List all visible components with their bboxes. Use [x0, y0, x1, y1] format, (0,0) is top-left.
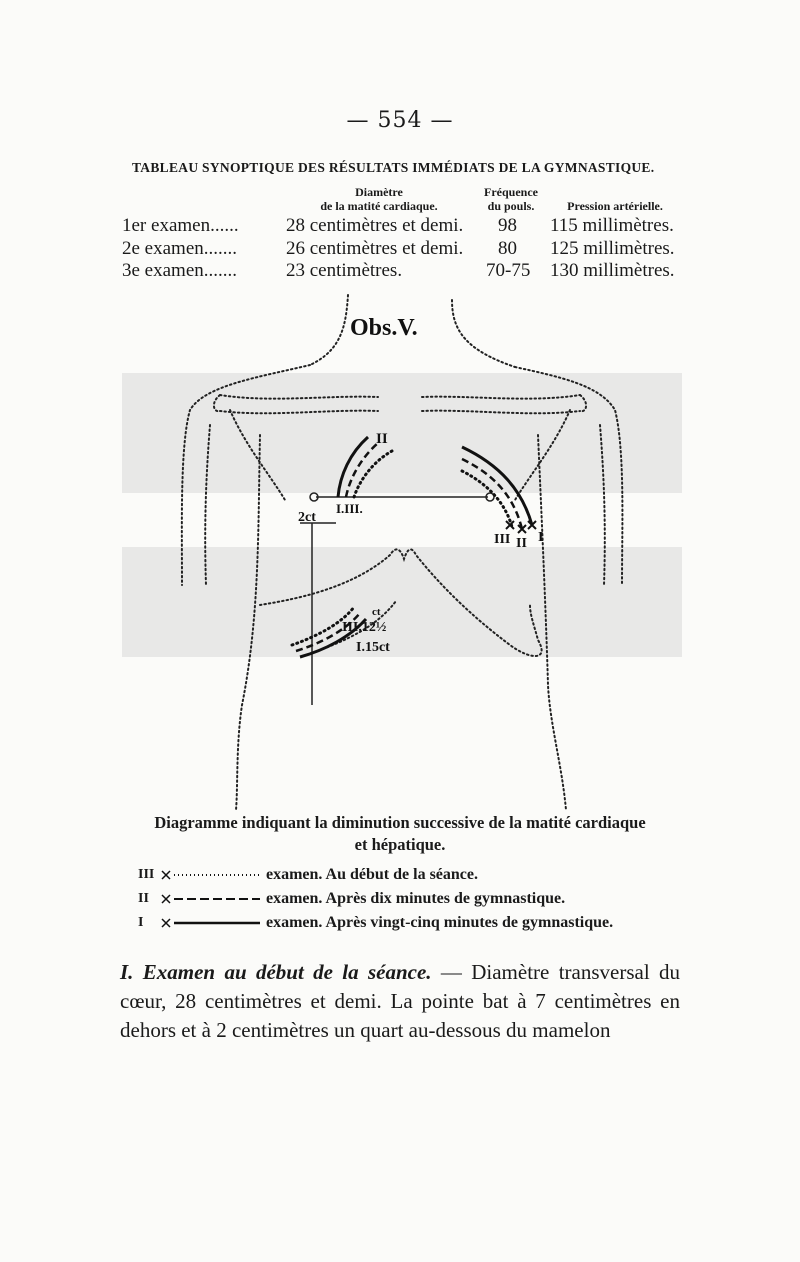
header-frequence-line2: du pouls. [487, 199, 535, 213]
header-pression: Pression artérielle. [567, 199, 663, 213]
label-I-III: I.III. [336, 501, 363, 516]
cross-marker [162, 871, 170, 879]
label-II-right: II [516, 536, 527, 551]
legend-text-I: examen. Après vingt-cinq minutes de gymnastique. [266, 914, 614, 931]
caption-line2: et hépatique. [354, 835, 446, 854]
solid-line-sample [160, 916, 264, 930]
showthrough-band [122, 547, 682, 657]
header-frequence-line1: Fréquence [484, 185, 538, 199]
label-ct-top: ct [372, 606, 381, 618]
caption-line1: Diagramme indiquant la diminution successive de la matité cardiaque [154, 813, 646, 832]
header-diametre-line2: de la matité cardiaque. [320, 199, 438, 213]
neck-right-outline [452, 300, 515, 367]
row-diametre: 28 centimètres et demi. [286, 215, 464, 236]
row-pression: 125 millimètres. [550, 238, 675, 259]
legend-marker-II: II [138, 891, 149, 906]
row-diametre: 23 centimètres. [286, 260, 403, 281]
table-row [122, 260, 682, 282]
obs-label: Obs.V. [350, 315, 418, 341]
table-row [122, 238, 682, 260]
header-diametre-line1: Diamètre [355, 185, 403, 199]
label-II-left: II [376, 431, 388, 447]
label-III-12: III.12½ [342, 620, 387, 635]
row-pouls: 98 [498, 215, 517, 236]
label-I-right: I [538, 530, 544, 545]
row-pouls: 80 [498, 238, 517, 259]
row-exam: 2e examen....... [122, 238, 238, 259]
label-2ct: 2ct [298, 510, 316, 525]
row-exam: 3e examen....... [122, 260, 238, 281]
dotted-line-sample [160, 868, 264, 882]
row-diametre: 26 centimètres et demi. [286, 238, 464, 259]
row-pression: 115 millimètres. [550, 215, 674, 236]
page-number: — 554 — [346, 108, 454, 133]
legend-text-II: examen. Après dix minutes de gymnastique. [266, 890, 566, 907]
row-exam: 1er examen...... [122, 215, 239, 236]
neck-left-outline [310, 295, 348, 365]
chest-diagram [110, 285, 690, 815]
row-pouls: 70-75 [486, 260, 531, 281]
row-pression: 130 millimètres. [550, 260, 675, 281]
table-title: TABLEAU SYNOPTIQUE DES RÉSULTATS IMMÉDIATS DE LA GYMNASTIQUE. [132, 160, 655, 175]
label-III-right: III [494, 532, 511, 547]
header-diametre [284, 185, 474, 213]
body-text: — Diamètre transversal du cœur, 28 centimètres et demi. La pointe bat à 7 centimètres en dehors et à 2 centimètres un quart au-dessous du mamelon [120, 960, 680, 1042]
label-I-15: I.15ct [356, 640, 390, 655]
body-heading: I. Examen au début de la séance. [120, 960, 432, 984]
dashed-line-sample [160, 892, 264, 906]
legend-marker-I: I [138, 915, 144, 930]
cross-marker [162, 895, 170, 903]
diagram-caption [100, 812, 700, 856]
header-frequence [466, 185, 556, 213]
table-row [122, 215, 682, 237]
cross-marker [162, 919, 170, 927]
body-paragraph [120, 958, 680, 1045]
legend-marker-III: III [138, 867, 155, 882]
legend-text-III: examen. Au début de la séance. [266, 866, 478, 883]
